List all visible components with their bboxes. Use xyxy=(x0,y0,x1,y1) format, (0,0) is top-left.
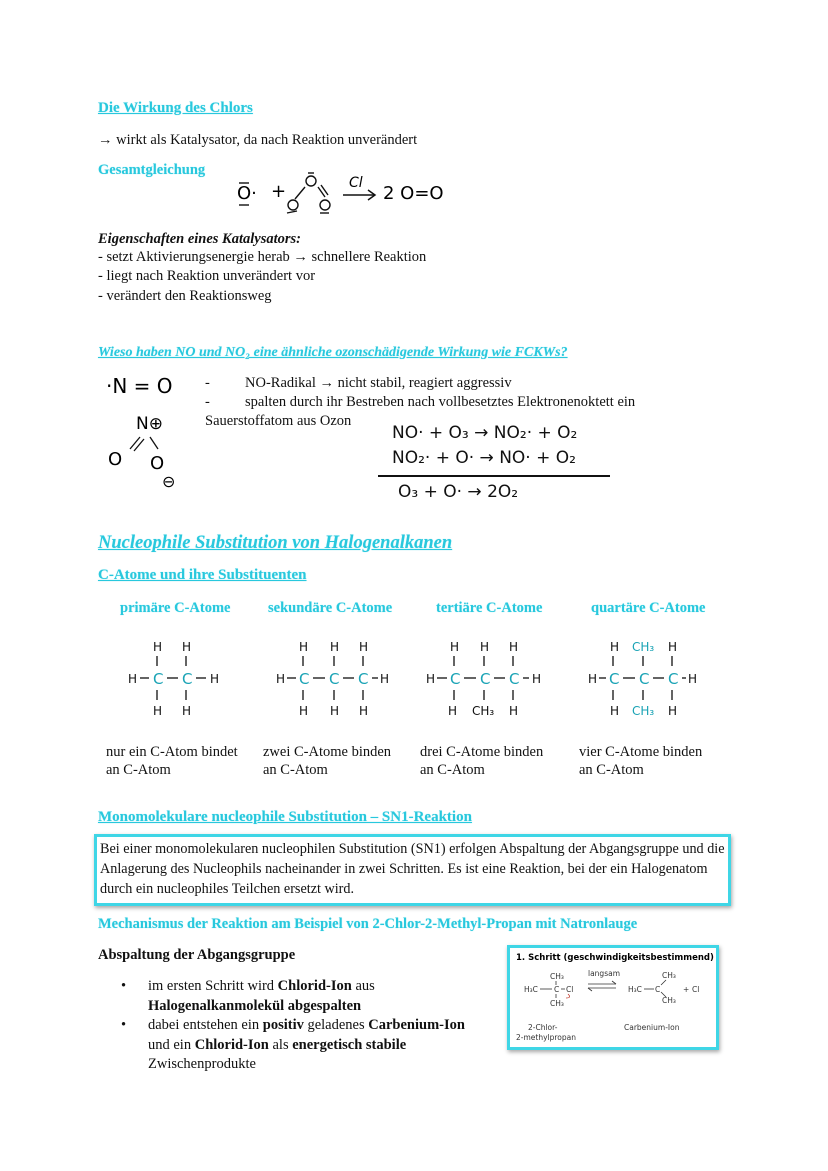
h-atom: H xyxy=(668,704,678,718)
c-atom: C xyxy=(668,670,679,688)
c-atom: C xyxy=(554,985,560,994)
carbon-type-description: zwei C-Atome binden an C-Atom xyxy=(263,744,392,778)
overall-equation-drawing xyxy=(225,165,465,217)
mechanism-bullet: • im ersten Schritt wird Chlorid-Ion aus Halogenalkanmolekül abgespalten xyxy=(148,977,498,1016)
methyl-group: CH₃ xyxy=(550,972,564,981)
mechanism-bullets xyxy=(148,977,498,1075)
no2-oxygen: O xyxy=(108,449,123,470)
h-atom: H xyxy=(610,704,620,718)
carbon-type-description: nur ein C-Atom bindet an C-Atom xyxy=(106,744,238,778)
sum-line xyxy=(378,475,610,477)
catalyst-label-cl: Cl xyxy=(349,175,363,191)
h-atom: H xyxy=(588,672,598,686)
negative-charge-icon: ⊖ xyxy=(162,472,176,491)
h-atom: H xyxy=(426,672,436,686)
h-atom: H xyxy=(450,640,460,654)
reaction-step-1: NO· + O₃ → NO₂· + O₂ xyxy=(392,423,578,443)
section-title-chlorine: Die Wirkung des Chlors xyxy=(98,100,253,116)
carbocation: C xyxy=(655,985,661,994)
carbon-type-label: tertiäre C-Atome xyxy=(436,600,543,616)
h-atom: H xyxy=(688,672,698,686)
no-bullet xyxy=(205,375,512,392)
c-atom: C xyxy=(639,670,650,688)
catalyst-properties-heading: Eigenschaften eines Katalysators: xyxy=(98,231,302,247)
methyl-group: H₃C xyxy=(628,985,642,994)
h-atom: H xyxy=(448,704,458,718)
carbon-type-description: vier C-Atome binden an C-Atom xyxy=(579,744,703,778)
catalyst-property: - liegt nach Reaktion unverändert vor xyxy=(98,268,316,284)
h-atom: H xyxy=(182,640,192,654)
carbon-type-description: drei C-Atome binden an C-Atom xyxy=(420,744,544,778)
c-atom: C xyxy=(182,670,193,688)
c-atom: C xyxy=(329,670,340,688)
c-atom: C xyxy=(509,670,520,688)
h-atom: H xyxy=(330,640,340,654)
carbon-types-subtitle: C-Atome und ihre Substituenten xyxy=(98,567,307,583)
catalyst-property: - setzt Aktivierungsenergie herab → schnellere Reaktion xyxy=(98,249,427,265)
oxygen-radical: O· xyxy=(237,183,257,204)
figure-title: 1. Schritt (geschwindigkeitsbestimmend) xyxy=(516,953,714,963)
catalyst-property: - verändert den Reaktionsweg xyxy=(98,288,272,304)
chloride-ion: Cl xyxy=(692,985,700,994)
plus-sign: + xyxy=(271,181,287,202)
no-bullet xyxy=(205,394,636,411)
h-atom: H xyxy=(299,704,309,718)
methyl-group: CH₃ xyxy=(550,999,564,1008)
h-atom: H xyxy=(182,704,192,718)
h-atom: H xyxy=(153,640,163,654)
h-atom: H xyxy=(509,704,519,718)
reaction-sum: O₃ + O· → 2O₂ xyxy=(398,482,519,502)
overall-equation-heading: Gesamtgleichung xyxy=(98,162,206,178)
h-atom: H xyxy=(299,640,309,654)
no-question-title: Wieso haben NO und NO₂ eine ähnliche ozonschädigende Wirkung wie FCKWs? xyxy=(98,345,568,360)
sn1-definition-box xyxy=(94,834,731,906)
c-atom: C xyxy=(299,670,310,688)
h-atom: H xyxy=(380,672,390,686)
no-bullet-text: spalten durch ihr Bestreben nach vollbesetztes Elektronenoktett ein xyxy=(245,394,636,410)
sn1-definition: Bei einer monomolekularen nucleophilen Substitution (SN1) erfolgen Abspaltung der Abgangsgruppe und die Anlagerung des Nucleophils nacheinander in zwei Schritten. Es ist eine Reaktion, bei der ein Halogenatom durch ein nucleophiles Teilchen ersetzt wird. xyxy=(100,841,725,897)
step1-figure-drawing xyxy=(510,948,716,1047)
plus-sign: + xyxy=(683,985,690,994)
step-heading: Abspaltung der Abgangsgruppe xyxy=(98,947,296,963)
catalyst-statement: → wirkt als Katalysator, da nach Reaktion unverändert xyxy=(98,132,418,148)
c-atom: C xyxy=(153,670,164,688)
section-title-nucleophilic: Nucleophile Substitution von Halogenalkanen xyxy=(98,533,453,553)
c-atom: C xyxy=(450,670,461,688)
h-atom: H xyxy=(668,640,678,654)
c-atom: C xyxy=(480,670,491,688)
arrow-label: langsam xyxy=(588,969,621,978)
dash: - xyxy=(205,394,210,410)
carbon-type-label: primäre C-Atome xyxy=(120,600,231,616)
reactant-name: 2-Chlor- xyxy=(528,1023,558,1032)
h-atom: H xyxy=(330,704,340,718)
no-radical-structure: ·N = O xyxy=(106,374,173,398)
quaternary-carbon-structure xyxy=(584,637,714,723)
h-atom: H xyxy=(359,640,369,654)
h-atom: H xyxy=(359,704,369,718)
secondary-carbon-structure xyxy=(272,637,402,719)
h-atom: H xyxy=(153,704,163,718)
carbon-type-label: quartäre C-Atome xyxy=(591,600,706,616)
no-structures-drawing xyxy=(100,365,200,495)
methyl-group: CH₃ xyxy=(662,971,676,980)
h-atom: H xyxy=(480,640,490,654)
h-atom: H xyxy=(610,640,620,654)
mechanism-bullet: • dabei entstehen ein positiv geladenes Carbenium-Ion und ein Chlorid-Ion als energetisch stabile Zwischenprodukte xyxy=(148,1016,498,1075)
sn1-title: Monomolekulare nucleophile Substitution – SN1-Reaktion xyxy=(98,809,472,825)
reaction-step-2: NO₂· + O· → NO· + O₂ xyxy=(392,448,576,468)
no2-oxygen: O xyxy=(150,453,165,474)
chlorine-atom: Cl xyxy=(566,985,574,994)
c-atom: C xyxy=(358,670,369,688)
methyl-group: CH₃ xyxy=(632,704,655,718)
methyl-group: H₃C xyxy=(524,985,538,994)
carbon-type-label: sekundäre C-Atome xyxy=(268,600,393,616)
mechanism-title: Mechanismus der Reaktion am Beispiel von 2-Chlor-2-Methyl-Propan mit Natronlauge xyxy=(98,916,638,932)
no-bullet-text: NO-Radikal → nicht stabil, reagiert aggressiv xyxy=(245,375,512,391)
h-atom: H xyxy=(509,640,519,654)
h-atom: H xyxy=(210,672,220,686)
h-atom: H xyxy=(276,672,286,686)
methyl-group: CH₃ xyxy=(472,704,495,718)
tertiary-carbon-structure xyxy=(422,637,552,723)
methyl-group: CH₃ xyxy=(632,640,655,654)
ozone-molecule-icon xyxy=(287,173,330,213)
no-bullet-continuation: Sauerstoffatom aus Ozon xyxy=(205,413,352,429)
product-name: Carbenium-Ion xyxy=(624,1023,680,1032)
methyl-group: CH₃ xyxy=(662,996,676,1005)
mechanism-figure xyxy=(507,945,719,1050)
reactant-name: 2-methylpropan xyxy=(516,1033,576,1042)
h-atom: H xyxy=(128,672,138,686)
no2-nitrogen: N⊕ xyxy=(136,414,163,434)
oxygen-product: 2 O=O xyxy=(383,183,444,204)
h-atom: H xyxy=(532,672,542,686)
c-atom: C xyxy=(609,670,620,688)
primary-carbon-structure xyxy=(120,637,240,719)
dash: - xyxy=(205,375,210,391)
